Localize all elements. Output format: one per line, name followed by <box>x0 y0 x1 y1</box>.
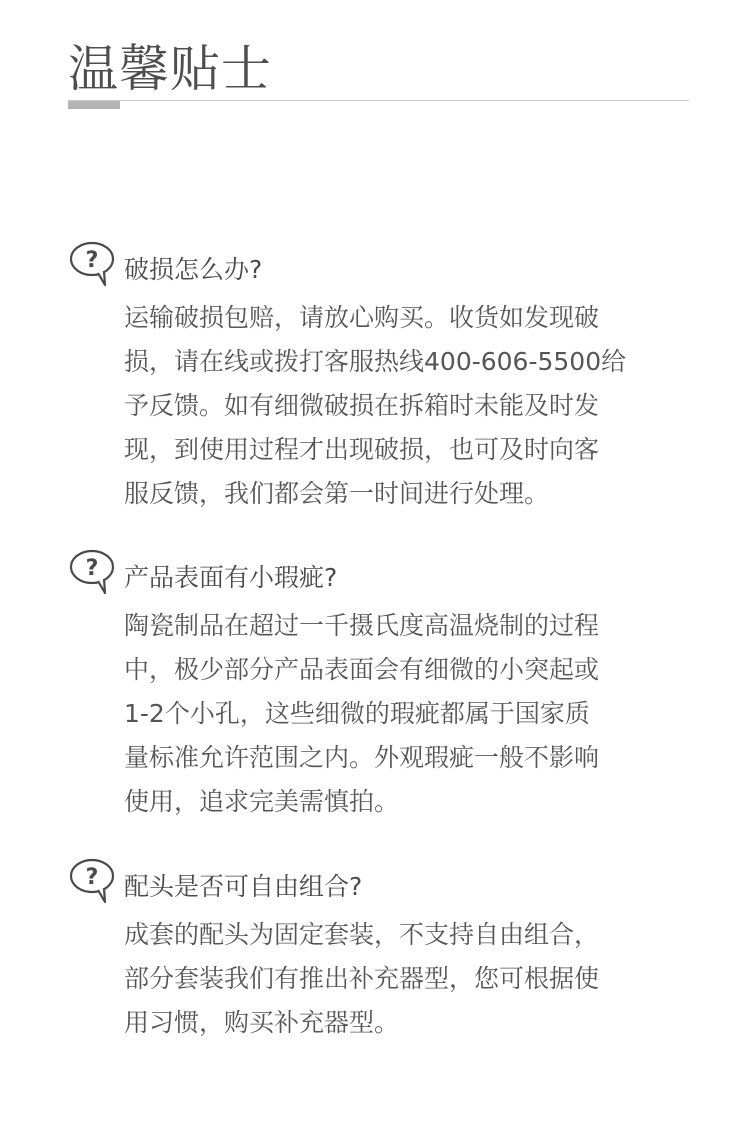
answer-line: 使用，追求完美需慎拍。 <box>124 787 400 816</box>
faq-item-flaws <box>68 548 668 828</box>
svg-text:?: ? <box>85 556 99 581</box>
question-bubble-icon <box>68 548 120 594</box>
faq-item-damage <box>68 240 668 520</box>
faq-question: 配头是否可自由组合? <box>124 872 363 901</box>
answer-line: 运输破损包赔，请放心购买。收货如发现破 <box>124 303 600 332</box>
question-bubble-icon <box>68 857 120 903</box>
faq-question: 破损怎么办? <box>124 255 263 284</box>
faq-answer <box>124 296 666 516</box>
answer-line: 损，请在线或拨打客服热线400-606-5500给 <box>124 347 627 376</box>
faq-item-combination <box>68 857 668 1057</box>
answer-line: 部分套装我们有推出补充器型，您可根据使 <box>124 964 600 993</box>
answer-line: 成套的配头为固定套装，不支持自由组合， <box>124 920 600 949</box>
faq-answer <box>124 913 666 1045</box>
answer-line: 服反馈，我们都会第一时间进行处理。 <box>124 479 550 508</box>
faq-answer <box>124 604 666 824</box>
answer-line: 予反馈。如有细微破损在拆箱时未能及时发 <box>124 391 600 420</box>
answer-line: 陶瓷制品在超过一千摄氏度高温烧制的过程 <box>124 611 600 640</box>
faq-question: 产品表面有小瑕疵? <box>124 563 338 592</box>
title-accent-bar <box>68 101 120 109</box>
svg-text:?: ? <box>85 865 99 890</box>
answer-line: 中，极少部分产品表面会有细微的小突起或 <box>124 655 600 684</box>
page-title: 温馨贴士 <box>68 40 272 98</box>
title-divider <box>68 100 689 101</box>
answer-line: 量标准允许范围之内。外观瑕疵一般不影响 <box>124 743 600 772</box>
answer-line: 现，到使用过程才出现破损，也可及时向客 <box>124 435 600 464</box>
svg-text:?: ? <box>85 248 99 273</box>
answer-line: 用习惯，购买补充器型。 <box>124 1008 400 1037</box>
question-bubble-icon <box>68 240 120 286</box>
answer-line: 1-2个小孔，这些细微的瑕疵都属于国家质 <box>124 699 590 728</box>
